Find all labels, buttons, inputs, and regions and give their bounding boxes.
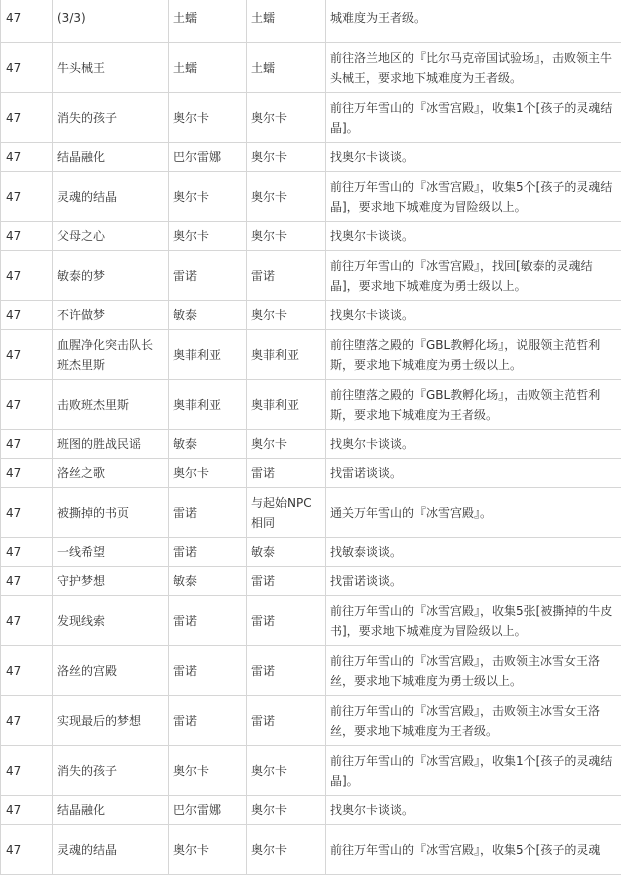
quest-name-cell: 发现线索: [53, 596, 169, 646]
start-npc-cell: 雷诺: [169, 696, 247, 746]
level-cell: 47: [1, 222, 53, 251]
description-cell: 前往万年雪山的『冰雪宫殿』，收集5个[孩子的灵魂: [326, 825, 621, 875]
level-cell: 47: [1, 596, 53, 646]
description-cell: 前往万年雪山的『冰雪宫殿』，击败领主冰雪女王洛丝，要求地下城难度为勇士级以上。: [326, 646, 621, 696]
level-cell: 47: [1, 0, 53, 43]
level-cell: 47: [1, 172, 53, 222]
table-row: [1, 93, 621, 143]
description-cell: 找奥尔卡谈谈。: [326, 222, 621, 251]
description-cell: 找雷诺谈谈。: [326, 567, 621, 596]
start-npc-cell: 雷诺: [169, 596, 247, 646]
table-row: [1, 459, 621, 488]
start-npc-cell: 敏泰: [169, 430, 247, 459]
level-cell: 47: [1, 538, 53, 567]
quest-name-cell: 洛丝的宫殿: [53, 646, 169, 696]
table-row: [1, 596, 621, 646]
level-cell: 47: [1, 301, 53, 330]
table-row: [1, 330, 621, 380]
start-npc-cell: 奥菲利亚: [169, 380, 247, 430]
start-npc-cell: 奥菲利亚: [169, 330, 247, 380]
level-cell: 47: [1, 43, 53, 93]
start-npc-cell: 敏泰: [169, 567, 247, 596]
level-cell: 47: [1, 796, 53, 825]
level-cell: 47: [1, 696, 53, 746]
start-npc-cell: 奥尔卡: [169, 825, 247, 875]
end-npc-cell: 奥尔卡: [247, 93, 326, 143]
description-cell: 前往万年雪山的『冰雪宫殿』，找回[敏泰的灵魂结晶]，要求地下城难度为勇士级以上。: [326, 251, 621, 301]
table-row: [1, 251, 621, 301]
start-npc-cell: 雷诺: [169, 251, 247, 301]
table-row: [1, 538, 621, 567]
table-row: [1, 825, 621, 875]
description-cell: 找敏泰谈谈。: [326, 538, 621, 567]
start-npc-cell: 奥尔卡: [169, 222, 247, 251]
start-npc-cell: 敏泰: [169, 301, 247, 330]
end-npc-cell: 雷诺: [247, 567, 326, 596]
description-cell: 前往万年雪山的『冰雪宫殿』，收集5张[被撕掉的牛皮书]，要求地下城难度为冒险级以上。: [326, 596, 621, 646]
quest-name-cell: 父母之心: [53, 222, 169, 251]
quest-name-cell: 洛丝之歌: [53, 459, 169, 488]
end-npc-cell: 奥尔卡: [247, 301, 326, 330]
level-cell: 47: [1, 488, 53, 538]
end-npc-cell: 雷诺: [247, 646, 326, 696]
table-row: [1, 430, 621, 459]
table-row: [1, 796, 621, 825]
level-cell: 47: [1, 567, 53, 596]
table-row: [1, 43, 621, 93]
description-cell: 找奥尔卡谈谈。: [326, 301, 621, 330]
start-npc-cell: 奥尔卡: [169, 459, 247, 488]
description-cell: 通关万年雪山的『冰雪宫殿』。: [326, 488, 621, 538]
start-npc-cell: 雷诺: [169, 538, 247, 567]
quest-name-cell: 灵魂的结晶: [53, 825, 169, 875]
end-npc-cell: 敏泰: [247, 538, 326, 567]
end-npc-cell: 奥尔卡: [247, 746, 326, 796]
quest-name-cell: (3/3): [53, 0, 169, 43]
end-npc-cell: 雷诺: [247, 459, 326, 488]
quest-name-cell: 灵魂的结晶: [53, 172, 169, 222]
start-npc-cell: 奥尔卡: [169, 93, 247, 143]
level-cell: 47: [1, 746, 53, 796]
description-cell: 前往万年雪山的『冰雪宫殿』，击败领主冰雪女王洛丝，要求地下城难度为王者级。: [326, 696, 621, 746]
quest-name-cell: 敏泰的梦: [53, 251, 169, 301]
level-cell: 47: [1, 430, 53, 459]
table-row: [1, 746, 621, 796]
end-npc-cell: 奥尔卡: [247, 222, 326, 251]
quest-name-cell: 牛头械王: [53, 43, 169, 93]
quest-name-cell: 结晶融化: [53, 143, 169, 172]
level-cell: 47: [1, 143, 53, 172]
description-cell: 前往万年雪山的『冰雪宫殿』，收集1个[孩子的灵魂结晶]。: [326, 93, 621, 143]
end-npc-cell: 奥尔卡: [247, 825, 326, 875]
description-cell: 找奥尔卡谈谈。: [326, 796, 621, 825]
level-cell: 47: [1, 251, 53, 301]
level-cell: 47: [1, 459, 53, 488]
table-row: [1, 222, 621, 251]
start-npc-cell: 雷诺: [169, 646, 247, 696]
quest-name-cell: 消失的孩子: [53, 93, 169, 143]
level-cell: 47: [1, 93, 53, 143]
end-npc-cell: 雷诺: [247, 696, 326, 746]
quest-name-cell: 消失的孩子: [53, 746, 169, 796]
end-npc-cell: 奥尔卡: [247, 172, 326, 222]
table-row: [1, 143, 621, 172]
description-cell: 找奥尔卡谈谈。: [326, 430, 621, 459]
quest-table-body: [1, 0, 621, 875]
table-row: [1, 696, 621, 746]
end-npc-cell: 奥菲利亚: [247, 330, 326, 380]
quest-name-cell: 一线希望: [53, 538, 169, 567]
description-cell: 找雷诺谈谈。: [326, 459, 621, 488]
start-npc-cell: 巴尔雷娜: [169, 796, 247, 825]
end-npc-cell: 与起始NPC相同: [247, 488, 326, 538]
table-row: [1, 380, 621, 430]
level-cell: 47: [1, 646, 53, 696]
table-row: [1, 646, 621, 696]
description-cell: 前往洛兰地区的『比尔马克帝国试验场』，击败领主牛头械王，要求地下城难度为王者级。: [326, 43, 621, 93]
description-cell: 前往万年雪山的『冰雪宫殿』，收集5个[孩子的灵魂结晶]，要求地下城难度为冒险级以上。: [326, 172, 621, 222]
start-npc-cell: 雷诺: [169, 488, 247, 538]
table-row: [1, 488, 621, 538]
end-npc-cell: 雷诺: [247, 251, 326, 301]
table-row: [1, 567, 621, 596]
end-npc-cell: 奥尔卡: [247, 430, 326, 459]
table-row: [1, 301, 621, 330]
table-row: [1, 172, 621, 222]
quest-name-cell: 实现最后的梦想: [53, 696, 169, 746]
level-cell: 47: [1, 825, 53, 875]
level-cell: 47: [1, 380, 53, 430]
description-cell: 前往万年雪山的『冰雪宫殿』，收集1个[孩子的灵魂结晶]。: [326, 746, 621, 796]
end-npc-cell: 土蠕: [247, 0, 326, 43]
description-cell: 前往堕落之殿的『GBL教孵化场』，说服领主范哲利斯，要求地下城难度为勇士级以上。: [326, 330, 621, 380]
start-npc-cell: 奥尔卡: [169, 746, 247, 796]
end-npc-cell: 奥尔卡: [247, 143, 326, 172]
quest-name-cell: 击败班杰里斯: [53, 380, 169, 430]
description-cell: 城难度为王者级。: [326, 0, 621, 43]
description-cell: 前往堕落之殿的『GBL教孵化场』，击败领主范哲利斯，要求地下城难度为王者级。: [326, 380, 621, 430]
start-npc-cell: 土蠕: [169, 43, 247, 93]
table-row: [1, 0, 621, 43]
start-npc-cell: 土蠕: [169, 0, 247, 43]
description-cell: 找奥尔卡谈谈。: [326, 143, 621, 172]
end-npc-cell: 雷诺: [247, 596, 326, 646]
quest-name-cell: 班图的胜战民谣: [53, 430, 169, 459]
level-cell: 47: [1, 330, 53, 380]
start-npc-cell: 巴尔雷娜: [169, 143, 247, 172]
quest-name-cell: 被撕掉的书页: [53, 488, 169, 538]
start-npc-cell: 奥尔卡: [169, 172, 247, 222]
quest-name-cell: 守护梦想: [53, 567, 169, 596]
end-npc-cell: 奥菲利亚: [247, 380, 326, 430]
end-npc-cell: 土蠕: [247, 43, 326, 93]
end-npc-cell: 奥尔卡: [247, 796, 326, 825]
quest-name-cell: 血腥净化突击队长班杰里斯: [53, 330, 169, 380]
quest-name-cell: 不许做梦: [53, 301, 169, 330]
quest-name-cell: 结晶融化: [53, 796, 169, 825]
